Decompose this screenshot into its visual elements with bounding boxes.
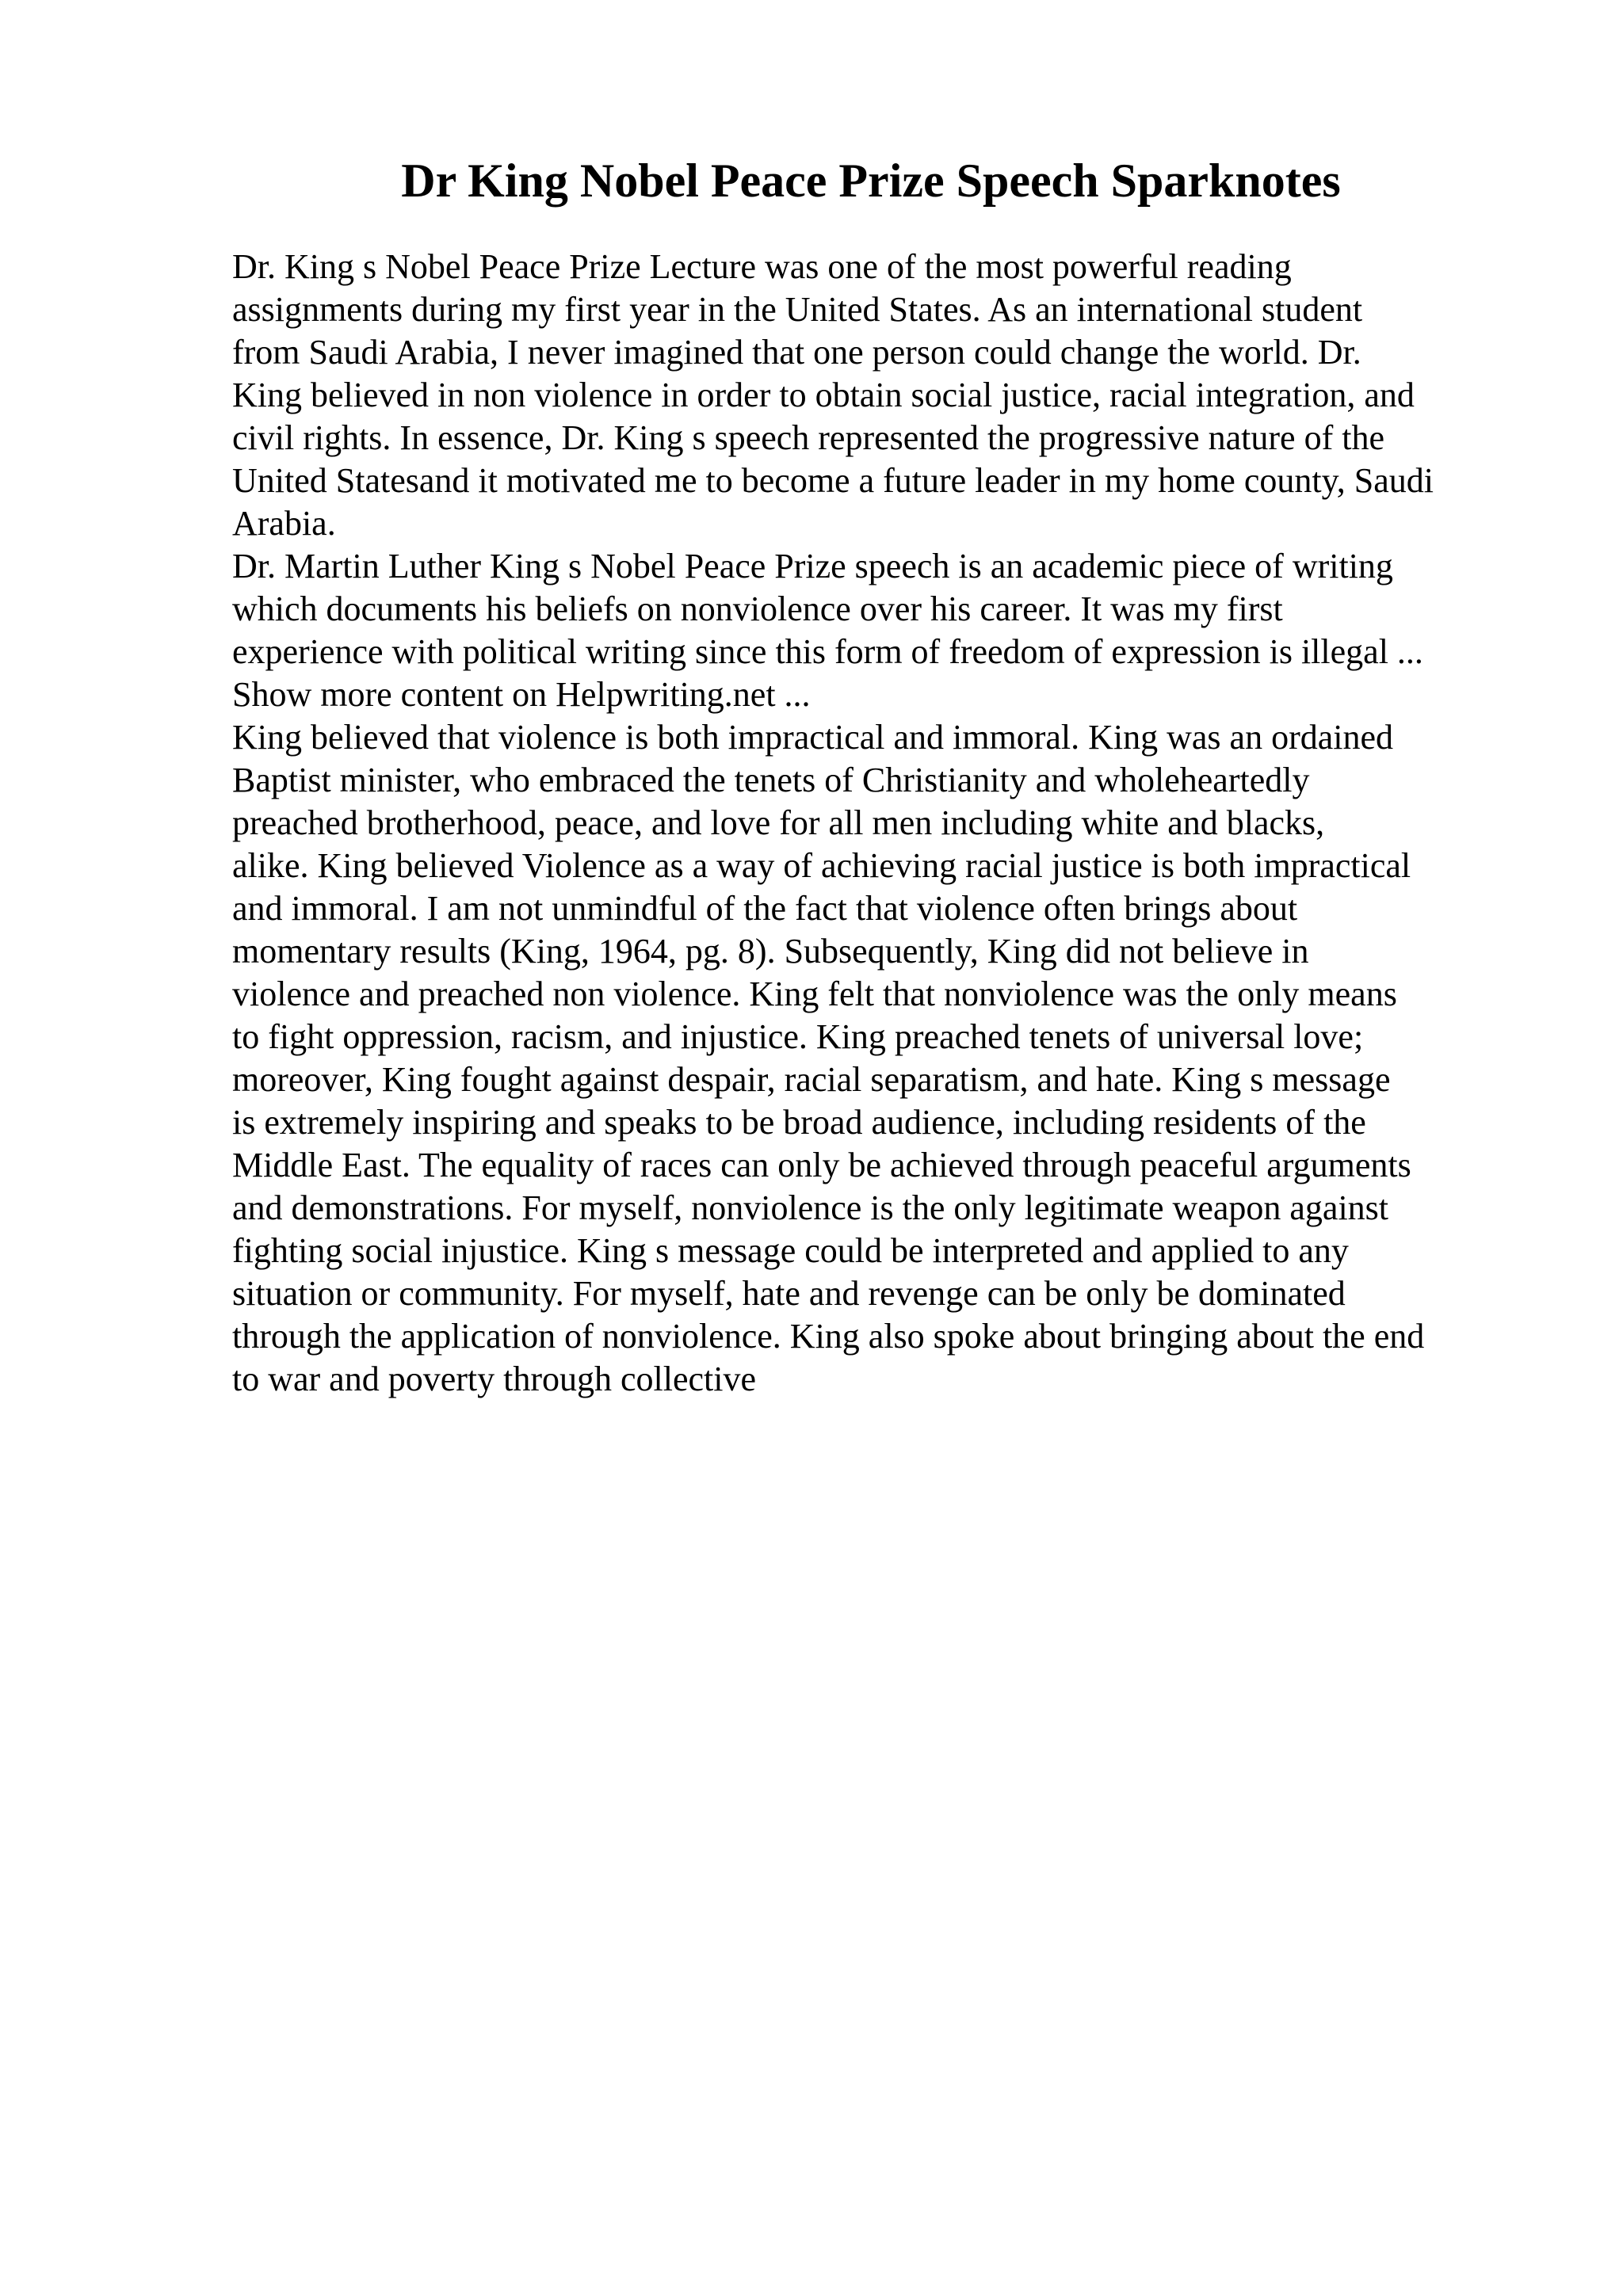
- text-line: which documents his beliefs on nonviolence over his career. It was my first: [232, 589, 1283, 628]
- text-line: and demonstrations. For myself, nonviolence is the only legitimate weapon against: [232, 1188, 1389, 1227]
- document-body: [232, 246, 1516, 1401]
- text-line: is extremely inspiring and speaks to be broad audience, including residents of the: [232, 1103, 1366, 1142]
- text-line: situation or community. For myself, hate and revenge can be only be dominated: [232, 1274, 1346, 1313]
- text-line: fighting social injustice. King s message could be interpreted and applied to any: [232, 1231, 1349, 1270]
- text-line: violence and preached non violence. King felt that nonviolence was the only means: [232, 974, 1397, 1013]
- text-line: King believed in non violence in order to obtain social justice, racial integration, and: [232, 376, 1415, 414]
- text-line: Dr. King s Nobel Peace Prize Lecture was one of the most powerful reading: [232, 247, 1292, 286]
- text-line: Baptist minister, who embraced the tenets of Christianity and wholeheartedly: [232, 761, 1310, 799]
- text-line: to war and poverty through collective: [232, 1360, 757, 1398]
- text-line: assignments during my first year in the United States. As an international student: [232, 290, 1363, 329]
- text-line: United Statesand it motivated me to become a future leader in my home county, Saudi: [232, 461, 1434, 500]
- text-line: Dr. Martin Luther King s Nobel Peace Prize speech is an academic piece of writing: [232, 547, 1393, 585]
- text-line: civil rights. In essence, Dr. King s speech represented the progressive nature of the: [232, 418, 1384, 457]
- text-line: experience with political writing since this form of freedom of expression is illegal ...: [232, 632, 1423, 671]
- show-more-line: Show more content on Helpwriting.net ...: [232, 675, 811, 714]
- text-line: moreover, King fought against despair, racial separatism, and hate. King s message: [232, 1060, 1391, 1099]
- text-line: Middle East. The equality of races can only be achieved through peaceful arguments: [232, 1146, 1411, 1184]
- text-line: to fight oppression, racism, and injustice. King preached tenets of universal love;: [232, 1017, 1364, 1056]
- document-title: Dr King Nobel Peace Prize Speech Sparknotes: [401, 154, 1341, 207]
- text-line: King believed that violence is both impractical and immoral. King was an ordained: [232, 718, 1394, 757]
- text-line: alike. King believed Violence as a way of achieving racial justice is both impractical: [232, 846, 1411, 885]
- text-line: Arabia.: [232, 504, 336, 543]
- text-line: through the application of nonviolence. King also spoke about bringing about the end: [232, 1317, 1425, 1356]
- text-line: preached brotherhood, peace, and love for all men including white and blacks,: [232, 803, 1325, 842]
- text-line: and immoral. I am not unmindful of the fact that violence often brings about: [232, 889, 1298, 928]
- text-line: momentary results (King, 1964, pg. 8). Subsequently, King did not believe in: [232, 932, 1309, 971]
- text-line: from Saudi Arabia, I never imagined that one person could change the world. Dr.: [232, 333, 1361, 372]
